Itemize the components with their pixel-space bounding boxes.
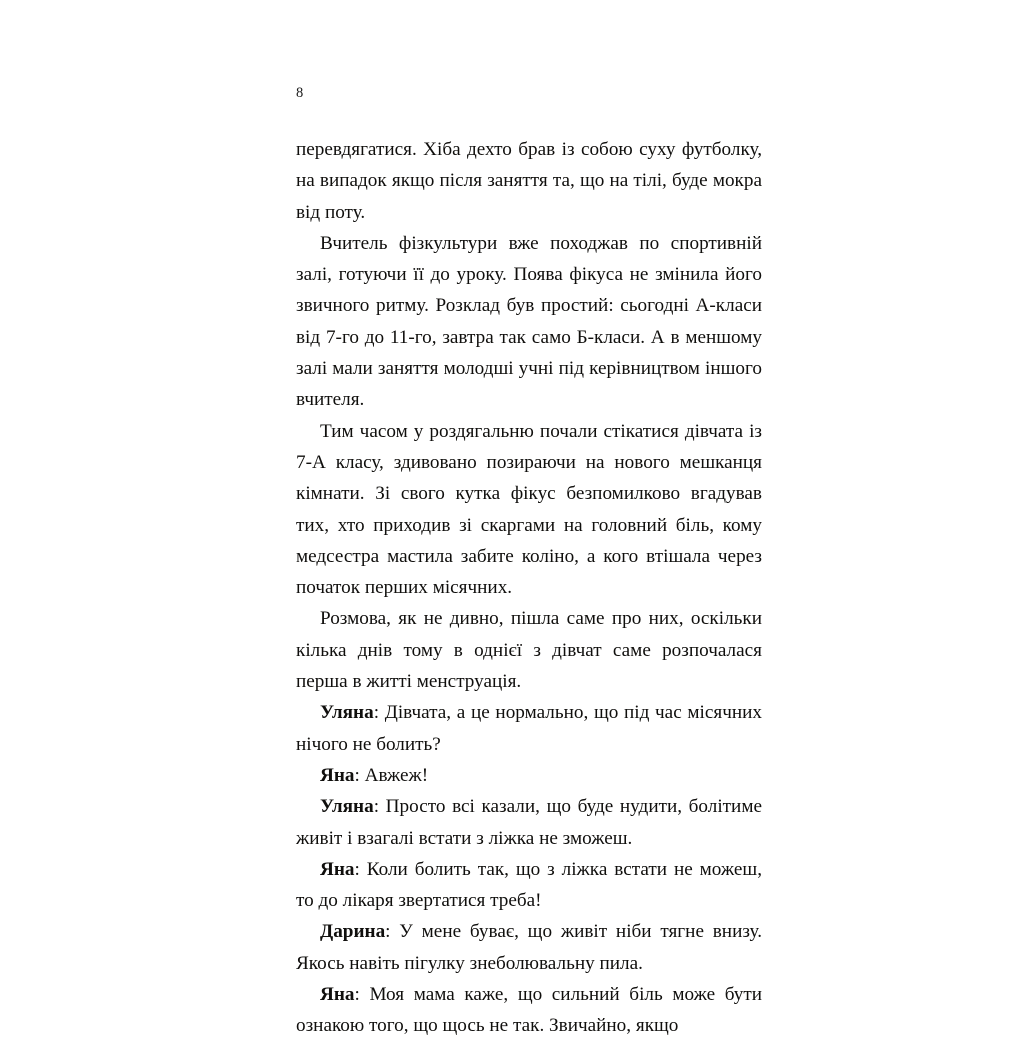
dialogue-text: : Авжеж! xyxy=(354,764,429,786)
speaker-name: Яна xyxy=(320,764,355,786)
body-paragraph: Тим часом у роздягальню почали стікатися дівчата із 7-А класу, здивовано позираючи на нового мешканця кімнати. Зі свого кутка фікус безпомилково вгадував тих, хто приходив зі скаргами на головний біль, кому медсестра мастила забите коліно, а кого втішала через початок перших місячних. xyxy=(296,420,762,599)
body-paragraph: Вчитель фізкультури вже походжав по спортивній залі, готуючи її до уроку. Поява фікуса не змінила його звичного ритму. Розклад був простий: сьогодні А-класи від 7-го до 11-го, завтра так само Б-класи. А в меншому залі мали заняття молодші учні під керівництвом іншого вчителя. xyxy=(296,232,762,411)
dialogue-paragraph xyxy=(296,760,762,791)
body-paragraph: перевдягатися. Хіба дехто брав із собою суху футболку, на випадок якщо після заняття та, що на тілі, буде мокра від поту. xyxy=(296,139,762,223)
speaker-name: Уляна xyxy=(320,702,374,724)
dialogue-paragraph xyxy=(296,854,762,917)
speaker-name: Уляна xyxy=(320,796,374,818)
dialogue-text: : У мене буває, що живіт ніби тягне внизу. Якось навіть пігулку знеболювальну пила. xyxy=(296,921,762,974)
body-paragraph: Розмова, як не дивно, пішла саме про них, оскільки кілька днів тому в однієї з дівчат саме розпочалася перша в житті менструація. xyxy=(296,608,762,693)
dialogue-text: : Коли болить так, що з ліжка встати не можеш, то до лікаря звертатися треба! xyxy=(296,858,762,912)
dialogue-text: : Дівчата, а це нормально, що під час місячних нічого не болить? xyxy=(296,702,762,755)
speaker-name: Яна xyxy=(320,984,355,1006)
body-text-column xyxy=(296,134,762,1042)
speaker-name: Яна xyxy=(320,858,355,880)
page-number: 8 xyxy=(296,85,304,101)
dialogue-paragraph xyxy=(296,916,762,979)
dialogue-paragraph xyxy=(296,791,762,854)
speaker-name: Дарина xyxy=(320,921,386,943)
dialogue-paragraph xyxy=(296,979,762,1042)
dialogue-text: : Просто всі казали, що буде нудити, болітиме живіт і взагалі встати з ліжка не зможеш. xyxy=(296,796,762,849)
dialogue-text: : Моя мама каже, що сильний біль може бути ознакою того, що щось не так. Звичайно, якщо xyxy=(296,984,762,1037)
dialogue-paragraph xyxy=(296,697,762,760)
